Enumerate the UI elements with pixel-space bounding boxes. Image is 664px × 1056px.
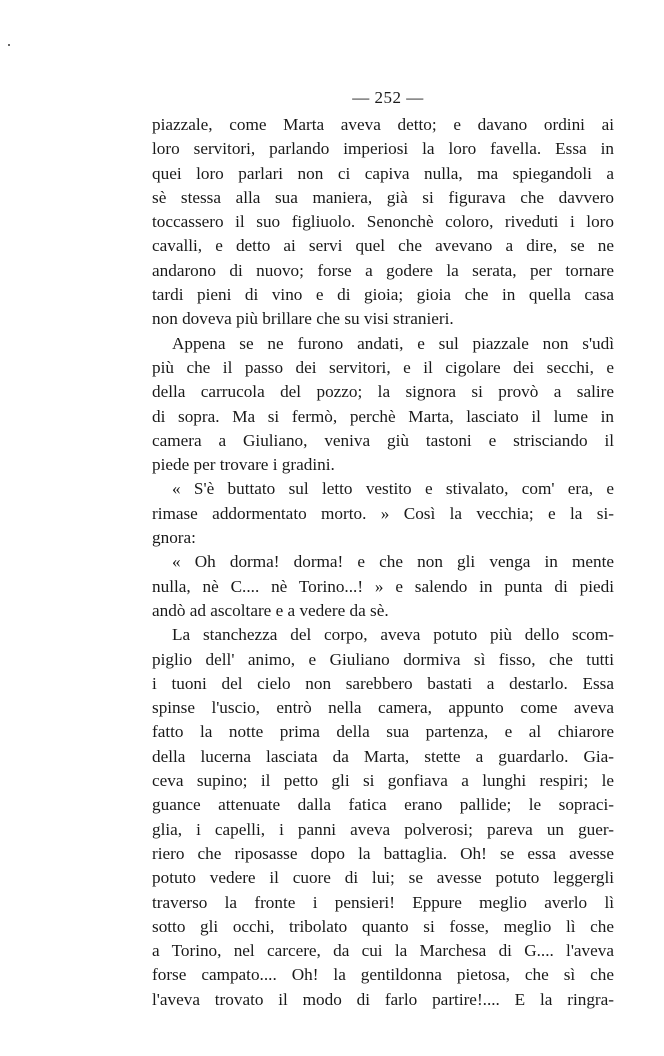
text-line: glia, i capelli, i panni aveva polverosi; pareva un guer- xyxy=(152,819,614,839)
text-line: della carrucola del pozzo; la signora si provò a salire xyxy=(152,382,614,402)
text-line: cavalli, e detto ai servi quel che avevano a dire, se ne xyxy=(152,236,614,256)
text-line: l'aveva trovato il modo di farlo partire!.... E la ringra- xyxy=(152,989,614,1009)
text-line: andò ad ascoltare e a vedere da sè. xyxy=(152,600,389,620)
page-number: — 252 — xyxy=(352,88,424,107)
text-line: fatto la notte prima della sua partenza, e al chiarore xyxy=(152,722,614,742)
text-line: guance attenuate dalla fatica erano pallide; le sopraci- xyxy=(152,795,614,815)
text-line: « Oh dorma! dorma! e che non gli venga in mente xyxy=(172,552,614,572)
text-line: toccassero il suo figliuolo. Senonchè coloro, riveduti i loro xyxy=(152,212,614,232)
text-line: i tuoni del cielo non sarebbero bastati a destarlo. Essa xyxy=(152,673,614,693)
text-line: di sopra. Ma si fermò, perchè Marta, lasciato il lume in xyxy=(152,406,614,426)
text-line: andarono di nuovo; forse a godere la serata, per tornare xyxy=(152,260,614,280)
text-line: nulla, nè C.... nè Torino...! » e salendo in punta di piedi xyxy=(152,576,614,596)
text-line: sè stessa alla sua maniera, già si figurava che davvero xyxy=(152,187,614,207)
text-line: « S'è buttato sul letto vestito e stivalato, com' era, e xyxy=(172,479,614,499)
text-line: spinse l'uscio, entrò nella camera, appunto come aveva xyxy=(152,698,614,718)
text-line: piglio dell' animo, e Giuliano dormiva sì fisso, che tutti xyxy=(152,649,614,669)
text-line: La stanchezza del corpo, aveva potuto più dello scom- xyxy=(172,625,614,645)
text-line: più che il passo dei servitori, e il cigolare dei secchi, e xyxy=(152,357,614,377)
text-line: quei loro parlari non ci capiva nulla, ma spiegandoli a xyxy=(152,163,614,183)
text-line: Appena se ne furono andati, e sul piazzale non s'udì xyxy=(172,333,614,353)
scan-speck xyxy=(8,44,10,46)
text-line: rimase addormentato morto. » Così la vecchia; e la si- xyxy=(152,503,614,523)
text-line: tardi pieni di vino e di gioia; gioia che in quella casa xyxy=(152,285,614,305)
text-line: traverso la fronte i pensieri! Eppure meglio averlo lì xyxy=(152,892,614,912)
text-line: camera a Giuliano, veniva giù tastoni e strisciando il xyxy=(152,430,614,450)
text-line: loro servitori, parlando imperiosi la loro favella. Essa in xyxy=(152,139,614,159)
text-line: potuto vedere il cuore di lui; se avesse potuto leggergli xyxy=(152,868,614,888)
text-line: riero che riposasse dopo la battaglia. Oh! se essa avesse xyxy=(152,843,614,863)
text-line: piede per trovare i gradini. xyxy=(152,455,335,475)
text-line: gnora: xyxy=(152,528,196,548)
text-line: della lucerna lasciata da Marta, stette a guardarlo. Gia- xyxy=(152,746,614,766)
text-line: a Torino, nel carcere, da cui la Marchesa di G.... l'aveva xyxy=(152,941,614,961)
text-line: non doveva più brillare che su visi stranieri. xyxy=(152,309,454,329)
text-line: ceva supino; il petto gli si gonfiava a lunghi respiri; le xyxy=(152,771,614,791)
body-text xyxy=(152,113,614,1012)
text-line: piazzale, come Marta aveva detto; e davano ordini ai xyxy=(152,115,614,134)
text-line: sotto gli occhi, tribolato quanto si fosse, meglio lì che xyxy=(152,916,614,936)
text-line: forse campato.... Oh! la gentildonna pietosa, che sì che xyxy=(152,965,614,985)
